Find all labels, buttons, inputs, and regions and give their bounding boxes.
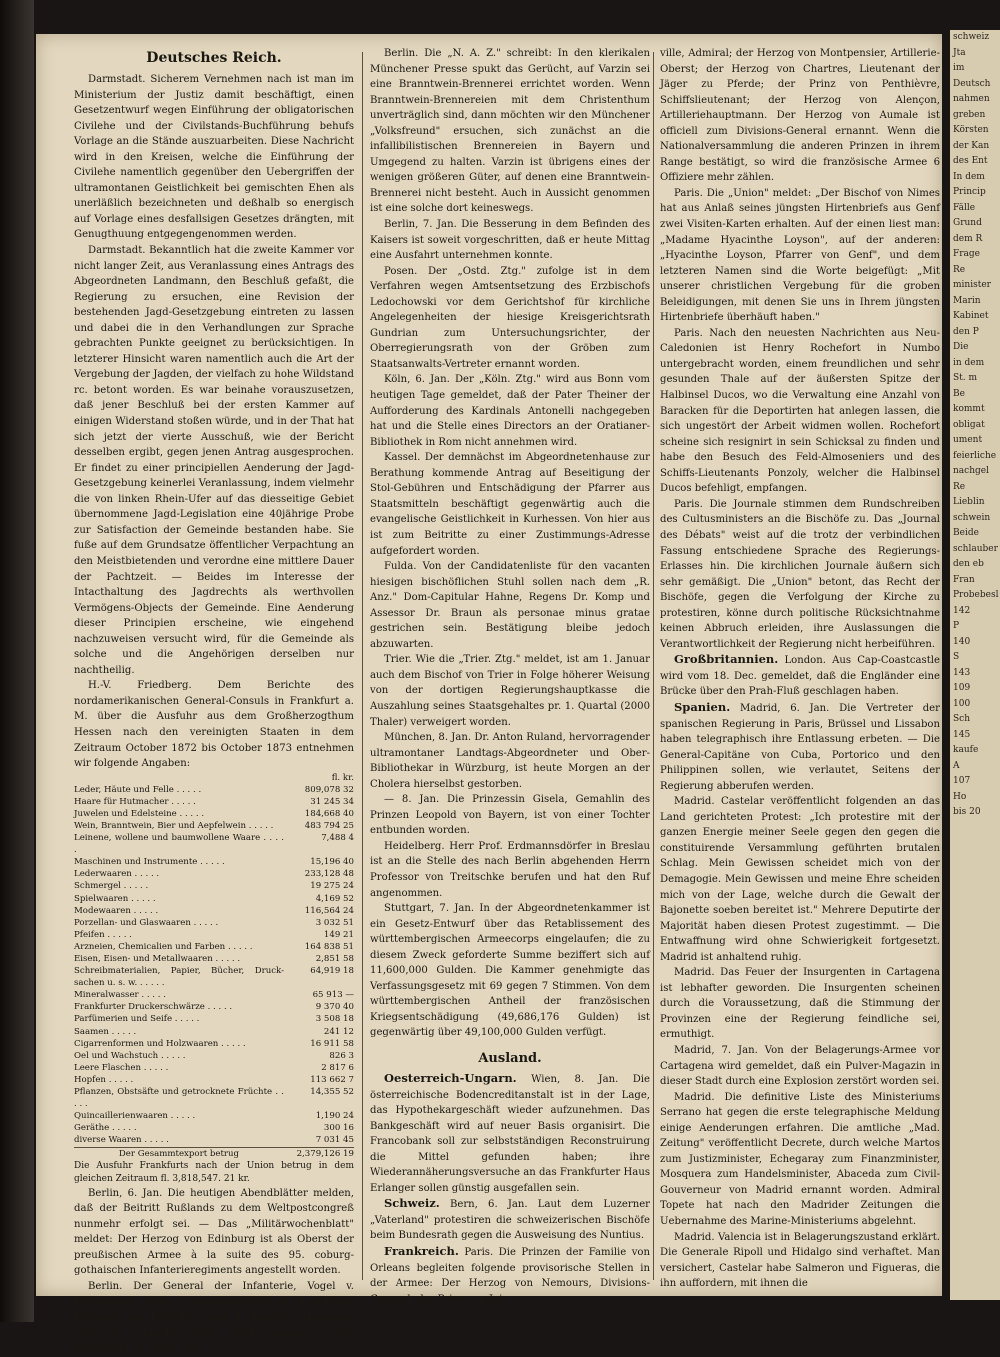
table-row <box>74 880 354 892</box>
table-cell-value: 15,196 40 <box>310 857 354 868</box>
table-cell-value: 3 508 18 <box>315 1014 354 1025</box>
adjacent-page-fragment: In dem <box>953 171 985 182</box>
table-cell-value: 164 838 51 <box>304 941 354 952</box>
adjacent-page-edge <box>950 30 1000 1300</box>
adjacent-page-fragment: schweiz <box>953 32 990 42</box>
table-row <box>74 1026 354 1038</box>
export-note: Die Ausfuhr Frankfurts nach der Union betrug in dem gleichen Zeitraum fl. 3,818,547. 21 kr. <box>74 1160 354 1184</box>
table-cell-item: Schreibmaterialien, Papier, Bücher, Druck-sachen u. s. w. . . . . . <box>74 966 284 989</box>
table-cell-value: 233,128 48 <box>304 869 354 880</box>
table-cell-value: 184,668 40 <box>304 808 354 819</box>
adjacent-page-fragment: schlauber <box>953 543 998 554</box>
adjacent-page-fragment: im <box>953 63 965 73</box>
table-cell-value: 4,169 52 <box>315 893 354 904</box>
adjacent-page-fragment: dem R <box>953 233 983 244</box>
table-row <box>74 868 354 880</box>
article-berlin-weltpost: Berlin, 6. Jan. Die heutigen Abendblätter melden, daß der Beitritt Rußlands zu dem Weltpostcongreß nunmehr erfolgt sei. — Das „Militärwochenblatt" meldet: Der Herzog von Edinburg ist als Oberst der preußischen Armee à la suite des 95. coburg-gothaischen Infanterieregiments angestellt worden. <box>74 1187 354 1277</box>
table-cell-item: Hopfen . . . . . <box>74 1074 134 1085</box>
adjacent-page-fragment: Fälle <box>953 202 976 213</box>
adjacent-page-fragment: 109 <box>953 683 971 693</box>
adjacent-page-fragment: Kabinet <box>953 311 989 321</box>
table-cell-value: 2 817 6 <box>321 1062 354 1073</box>
table-cell-item: Porzellan- und Glaswaaren . . . . . <box>74 917 219 928</box>
adjacent-page-fragment: Fran <box>953 574 975 585</box>
article-posen: Posen. Der „Ostd. Ztg." zufolge ist in dem Verfahren wegen Amtsentsetzung des Erzbischofs Ledochowski vor dem Gerichtshof für kirchliche Angelegenheiten der hiesige Kreisgerichtsrath Gundrian zum Untersuchungsrichter, der Oberregierungsrath von der Gröben zum Staatsanwalts-Vertreter ernannt worden. <box>370 265 650 370</box>
article-london: London. Aus Cap-Coastcastle wird vom 18. Dec. gemeldet, daß die Engländer eine Brücke über den Prah-Fluß geschlagen haben. <box>660 655 940 698</box>
table-row <box>74 784 354 796</box>
article-paris-rochefort: Paris. Nach den neuesten Nachrichten aus Neu-Caledonien ist Henry Rochefort in Numbo untergebracht worden, einem freundlichen und sehr gesunden Thale auf der äußersten Spitze der Halbinsel Ducos, wo die Verwaltung eine Anzahl von Baracken für die Deportirten hat anlegen lassen, die sich ungestört der Arbeit widmen wollen. Rochefort scheine sich resignirt in sein Schicksal zu finden und habe den Besuch des Feld-Almoseniers und des Schiffs-Lieutenants Ponzoly, welcher die Halbinsel Ducos befehligt, empfangen. <box>660 327 940 495</box>
table-row <box>74 1050 354 1062</box>
adjacent-page-fragment: Sch <box>953 714 971 724</box>
table-cell-value: 2,851 58 <box>315 954 354 965</box>
table-cell-value: 31 245 34 <box>310 796 354 807</box>
article-kassel: Kassel. Der demnächst im Abgeordnetenhause zur Berathung kommende Antrag auf Beseitigung der Stol-Gebühren und Entschädigung der Pfarrer aus Staatsmitteln beschäftigt gegenwärtig auch die evangelische Geistlichkeit in Kurhessen. Von hier aus ist zum Beitritte zu einer Zustimmungs-Adresse aufgefordert worden. <box>370 452 650 557</box>
table-cell-value: 149 21 <box>323 929 354 940</box>
adjacent-page-fragment: Probebesl <box>953 590 999 600</box>
table-row <box>74 856 354 868</box>
table-cell-value: 300 16 <box>323 1123 354 1134</box>
heading-frankreich: Frankreich. <box>384 1244 459 1259</box>
adjacent-page-fragment: A <box>953 760 960 771</box>
adjacent-page-fragment: Die <box>953 342 969 352</box>
table-cell-value: 16 911 58 <box>310 1038 354 1049</box>
table-header-row <box>74 772 354 784</box>
article-paris-journale: Paris. Die Journale stimmen dem Rundschreiben des Cultusministers an die Bischöfe zu. Das „Journal des Débats" weist auf die trotz der verbindlichen Fassung entschiedene Sprache des Regierungs-Erlasses hin. Die kirchlichen Journale äußern sich sehr gemäßigt. Die „Union" betont, das Recht der Bischöfe, gegen die Verfolgung der Kirche zu protestiren, könne durch politische Rücksichtnahme keinen Abbruch erleiden, ihre Auslassungen die Verantwortlichkeit der Regierung nicht herbeiführen. <box>660 498 940 650</box>
article-darmstadt-civilehe: Darmstadt. Sicherem Vernehmen nach ist man im Ministerium der Justiz damit beschäftigt, einen Gesetzentwurf wegen Einführung der obligatorischen Civilehe und der Civilstands-Buchführung behufs Vorlage an die Stände auszuarbeiten. Diese Nachricht wird in den Kreisen, welche die Einführung der Civilehe namentlich gegenüber den Uebergriffen der ultramontanen Geistlichkeit bei gemischten Ehen als unerläßlich bezeichneten und deßhalb so energisch auf Vorlage eines desfallsigen Gesetzes drängten, mit Genugthuung entgegengenommen werden. <box>74 74 354 241</box>
adjacent-page-fragment: 142 <box>953 605 971 616</box>
article-berlin-vogel: Berlin. Der General der Infanterie, Vogel v. Falckenstein, dessen Name besonders aus dem Main-Feldzuge von 1866 her noch in frischer Erinnerung lebt, ist nunmehr seines Alters wegen in den Ruhestand übergetreten. <box>74 1280 354 1355</box>
table-cell-value: 9 370 40 <box>315 1002 354 1013</box>
adjacent-page-fragment: nachgel <box>953 466 989 476</box>
adjacent-page-fragment: schwein <box>953 512 991 523</box>
adjacent-page-fragment: Re <box>953 264 966 275</box>
table-row <box>74 1001 354 1013</box>
table-total-value: 2,379,126 19 <box>284 1147 354 1160</box>
adjacent-page-fragment: P <box>953 621 960 631</box>
table-cell-item: Leder, Häute und Felle . . . . . <box>74 784 202 795</box>
table-cell-item: Arzneien, Chemicalien und Farben . . . . . <box>74 941 253 952</box>
table-row <box>74 893 354 905</box>
adjacent-page-fragment: Deutsch <box>953 78 991 89</box>
table-cell-item: Spielwaaren . . . . . <box>74 893 156 904</box>
adjacent-page-fragment: 143 <box>953 667 971 678</box>
article-paris-orleans: Paris. Die Prinzen der Familie von Orleans begleiten folgende provisorische Stellen in der Armee: Der Herzog von Nemours, Divisions-General; der Prinz von Join- <box>370 1247 650 1305</box>
table-total-label: Der Gesammtexport betrug <box>74 1147 284 1160</box>
article-berlin-kaiser: Berlin, 7. Jan. Die Besserung in dem Befinden des Kaisers ist soweit vorgeschritten, daß er heute Mittag eine Ausfahrt unternehmen konnte. <box>370 219 650 262</box>
table-cell-value: 65 913 — <box>312 990 354 1001</box>
adjacent-page-fragment: des Ent <box>953 156 988 166</box>
heading-schweiz: Schweiz. <box>384 1196 440 1211</box>
table-row <box>74 929 354 941</box>
table-cell-value: 1,190 24 <box>315 1111 354 1122</box>
article-berlin-branntwein: Berlin. Die „N. A. Z." schreibt: In den klerikalen Münchener Presse spukt das Gerücht, auf Varzin sei eine Branntwein-Brennerei errichtet worden. Wenn Branntwein-Brennereien mit dem Christenthum unverträglich sind, dann möchten wir den Münchener „Volksfreund" ersuchen, sich zunächst an die infallibilistischen Brennereien in Bayern und Umgegend zu halten. Varzin ist übrigens eines der wenigen größeren Güter, auf denen eine Branntwein-Brennerei nicht besteht. Auch in Aussicht genommen ist eine solche dort keineswegs. <box>370 48 650 215</box>
adjacent-page-fragment: kaufe <box>953 745 979 755</box>
table-row <box>74 989 354 1001</box>
adjacent-page-fragment: Frage <box>953 249 980 259</box>
adjacent-page-fragment: den P <box>953 326 979 337</box>
book-binding-edge <box>0 0 34 1322</box>
article-stuttgart: Stuttgart, 7. Jan. In der Abgeordnetenkammer ist ein Gesetz-Entwurf über das Retablissement des württembergischen Armeecorps eingelaufen; die zu diesem Zweck geforderte Summe beziffert sich auf 11,600,000 Gulden. Die Kammer genehmigte das Verfassungsgesetz mit 69 gegen 7 Stimmen. Von dem württembergischen Antheil der französischen Kriegsentschädigung (49,686,176 Gulden) ist gegenwärtig über 49,100,000 Gulden verfügt. <box>370 903 650 1039</box>
adjacent-page-fragment: feierliche <box>953 450 997 461</box>
adjacent-page-fragment: 140 <box>953 636 971 647</box>
heading-spanien: Spanien. <box>674 699 731 714</box>
column-left <box>74 46 354 1355</box>
adjacent-page-fragment: Ho <box>953 791 967 802</box>
table-cell-item: Modewaaren . . . . . <box>74 905 159 916</box>
table-cell-item: Frankfurter Druckerschwärze . . . . . <box>74 1002 233 1013</box>
table-row <box>74 1122 354 1134</box>
article-madrid-valencia: Madrid. Valencia ist in Belagerungszustand erklärt. Die Generale Ripoll und Hidalgo sind verhaftet. Man versichert, Castelar habe Salmeron und Figueras, die ihn auffordern, mit ihnen die <box>660 1231 940 1290</box>
article-wien: Wien, 8. Jan. Die österreichische Bodencreditanstalt ist in der Lage, das Hypothekargeschäft wieder aufzunehmen. Das Bankgeschäft wird auf neuer Basis organisirt. Die Francobank soll zur selbstständigen Reconstruirung die Mittel gefunden haben; ihre Wiederannäherungsversuche an das Frankfurter Haus Erlanger sollen günstig ausgefallen sein. <box>370 1074 650 1194</box>
article-paris-orleans-cont: ville, Admiral; der Herzog von Montpensier, Artillerie-Oberst; der Herzog von Chartres, Lieutenant der Jäger zu Pferde; der Prinz von Penthièvre, Schiffslieutenant; der Herzog von Alençon, Artilleriehauptmann. Der Herzog von Aumale ist officiell zum Divisions-General ernannt. Wenn die Nationalversammlung die anderen Prinzen in ihrem Range bestätigt, so wird die französische Armee 6 Offiziere mehr zählen. <box>660 48 940 184</box>
table-header-spacer <box>74 772 284 784</box>
table-cell-item: Cigarrenformen und Holzwaaren . . . . . <box>74 1038 246 1049</box>
table-cell-value: 64,919 18 <box>310 966 354 977</box>
article-darmstadt-jagd: Darmstadt. Bekanntlich hat die zweite Kammer vor nicht langer Zeit, aus Veranlassung eines Antrags des Abgeordneten Landmann, den Beschluß gefaßt, die Regierung zu ersuchen, eine Revision der bestehenden Jagd-Gesetzgebung eintreten zu lassen und dabei die in den Verhandlungen zur Sprache gebrachten Punkte geeignet zu berücksichtigen. In letzterer Hinsicht waren namentlich auch die Art der Vergebung der Jagden, der vielfach zu hohe Wildstand rc. betont worden. Es war beinahe vorauszusetzen, daß jener Beschluß bei der ersten Kammer auf einigen Widerstand stoßen würde, und in der That hat sich jetzt der vierte Ausschuß, wie der Bericht desselben ergibt, gegen jenen Antrag ausgesprochen. Er findet zu einer principiellen Aenderung der Jagd-Gesetzgebung keinerlei Veranlassung, indem vielmehr die von linken Rhein-Ufer auf das diesseitige Gebiet übernommene Jagd-Legislation eine 40jährige Probe zur Satisfaction der Gemeinde bestanden habe. Sie fuße auf dem Grundsatze öffentlicher Verpachtung an den Meistbietenden und verordne eine mittlere Dauer der Pachtzeit. — Beides im Interesse der Intacthaltung des Jagdrechts als werthvollen Vermögens-Objects der Gemeinde. Eine Aenderung dieser Principien erscheine, wie eingehend nachzuweisen versucht wird, für die Gemeinde als solche und die Angehörigen derselben nur nachtheilig. <box>74 245 354 676</box>
table-cell-value: 3 032 51 <box>315 917 354 928</box>
column-rule <box>362 52 363 1280</box>
adjacent-page-fragment: bis 20 <box>953 807 981 817</box>
article-trier: Trier. Wie die „Trier. Ztg." meldet, ist am 1. Januar auch dem Bischof von Trier in Folge höherer Weisung von der dortigen Regierungshauptkasse die Auszahlung seines Staatsgehaltes pr. 1. Quartal (2000 Thaler) verweigert worden. <box>370 654 650 728</box>
table-cell-item: Leere Flaschen . . . . . <box>74 1062 169 1073</box>
article-madrid-1: Madrid, 6. Jan. Die Vertreter der spanischen Regierung in Paris, Brüssel und Lissabon haben telegraphisch ihre Entlassung erbeten. — Die General-Capitäne von Cuba, Portorico und den Philippinen sollen, wie verlautet, Seitens der Regierung abberufen werden. <box>660 702 940 792</box>
table-cell-item: Juwelen und Edelsteine . . . . . <box>74 808 205 819</box>
table-cell-value: 809,078 32 <box>304 784 354 795</box>
table-row <box>74 1134 354 1147</box>
article-koeln: Köln, 6. Jan. Der „Köln. Ztg." wird aus Bonn vom heutigen Tage gemeldet, daß der Pater Theiner der Aufforderung des Kardinals Antonelli nachgegeben hat und die Stelle eines Directors an der Oratianer-Bibliothek in Rom nicht annehmen wird. <box>370 374 650 448</box>
adjacent-page-fragment: Marin <box>953 295 981 306</box>
table-row <box>74 1086 354 1110</box>
column-rule <box>653 52 654 1280</box>
table-row <box>74 832 354 856</box>
table-cell-item: Wein, Branntwein, Bier und Aepfelwein . . . . . <box>74 820 274 831</box>
article-madrid-ministerium: Madrid. Die definitive Liste des Ministeriums Serrano hat gegen die erste telegraphische Meldung einige Aenderungen erfahren. Die amtliche „Mad. Zeitung" veröffentlicht Decrete, durch welche Martos zum Justizminister, Echegaray zum Finanzminister, Mosquera zum Handelsminister, Abaceda zum Civil-Gouverneur von Madrid ernannt worden. Admiral Topete hat nach den Madrider Zeitungen die Uebernahme des Marine-Ministeriums abgelehnt. <box>660 1091 940 1228</box>
table-cell-item: Lederwaaren . . . . . <box>74 869 160 880</box>
table-cell-value: 113 662 7 <box>310 1074 354 1085</box>
article-madrid-cartagena: Madrid. Das Feuer der Insurgenten in Cartagena ist lebhafter geworden. Die Insurgenten scheinen durch die Voraussetzung, daß die Stimmung der Provinzen eine der Regierung feindliche sei, ermuthigt. <box>660 967 940 1041</box>
adjacent-page-fragment: 145 <box>953 729 971 740</box>
table-row <box>74 1110 354 1122</box>
article-madrid-castelar: Madrid. Castelar veröffentlicht folgenden an das Land gerichteten Protest: „Ich protestire mit der ganzen Energie meiner Seele gegen den gegen die constituirende Versammlung geführten brutalen Schlag. Mein Gewissen scheidet mich von der Demagogie. Mein Gewissen und meine Ehre scheiden mich von der Lage, welche durch die Gewalt der Bajonette soeben bereitet ist." Mehrere Deputirte der Majorität haben diesen Protest zugestimmt. — Die Entwaffnung wird ohne Schwierigkeit fortgesetzt. Madrid ist anhaltend ruhig. <box>660 796 940 963</box>
adjacent-page-fragment: obligat <box>953 419 985 430</box>
export-table <box>74 772 354 1160</box>
adjacent-page-fragment: Beide <box>953 528 979 538</box>
table-cell-value: 826 3 <box>329 1050 354 1061</box>
table-row <box>74 965 354 989</box>
table-row <box>74 808 354 820</box>
article-madrid-explosion: Madrid, 7. Jan. Von der Belagerungs-Armee vor Cartagena wird gemeldet, daß ein Pulver-Magazin in dieser Stadt durch eine Explosion zerstört worden sei. <box>660 1045 940 1088</box>
heading-oesterreich: Oesterreich-Ungarn. <box>384 1071 517 1085</box>
adjacent-page-fragment: Princip <box>953 187 986 197</box>
column-right <box>660 46 940 1290</box>
adjacent-page-fragment: greben <box>953 109 986 120</box>
table-cell-item: Oel und Wachstuch . . . . . <box>74 1050 186 1061</box>
table-cell-item: Leinene, wollene und baumwollene Waare . . . . . <box>74 833 284 856</box>
article-friedberg-export: H.-V. Friedberg. Dem Berichte des nordamerikanischen General-Consuls in Frankfurt a. M. über die Ausfuhr aus dem Großherzogthum Hessen nach den vereinigten Staaten in dem Zeitraum October 1872 bis October 1873 entnehmen wir folgende Angaben: <box>74 680 354 770</box>
article-muenchen-gisela: — 8. Jan. Die Prinzessin Gisela, Gemahlin des Prinzen Leopold von Bayern, ist von einer Tochter entbunden worden. <box>370 794 650 837</box>
table-cell-value: 116,564 24 <box>304 905 354 916</box>
adjacent-page-fragment: Lieblin <box>953 497 985 507</box>
table-cell-item: Saamen . . . . . <box>74 1026 137 1037</box>
table-cell-value: 19 275 24 <box>310 881 354 892</box>
article-bern: Bern, 6. Jan. Laut dem Luzerner „Vaterland" protestiren die schweizerischen Bischöfe beim Bundesrath gegen die Ausweisung des Nuntius. <box>370 1199 650 1242</box>
table-cell-item: Schmergel . . . . . <box>74 881 149 892</box>
table-total-row <box>74 1147 354 1160</box>
adjacent-page-fragment: Jta <box>953 47 966 58</box>
table-cell-item: Quincaillerienwaaren . . . . . <box>74 1111 196 1122</box>
adjacent-page-fragment: Be <box>953 388 965 399</box>
adjacent-page-fragment: ument <box>953 435 983 445</box>
article-heidelberg: Heidelberg. Herr Prof. Erdmannsdörfer in Breslau ist an die Stelle des nach Berlin abgehenden Herrn Professor von Treitschke berufen und hat den Ruf angenommen. <box>370 840 650 899</box>
table-row <box>74 1013 354 1025</box>
table-cell-item: Pfeifen . . . . . <box>74 929 132 940</box>
table-cell-value: 241 12 <box>323 1026 354 1037</box>
table-row <box>74 905 354 917</box>
table-header-units: fl. kr. <box>331 772 354 783</box>
adjacent-page-fragment: Re <box>953 481 966 492</box>
table-cell-item: Mineralwasser . . . . . <box>74 990 166 1001</box>
table-cell-item: Geräthe . . . . . <box>74 1123 137 1134</box>
table-cell-item: Haare für Hutmacher . . . . . <box>74 796 196 807</box>
adjacent-page-fragment: kommt <box>953 404 985 414</box>
adjacent-page-fragment: Grund <box>953 218 982 228</box>
table-row <box>74 796 354 808</box>
adjacent-page-fragment: minister <box>953 280 991 290</box>
column-middle <box>370 46 650 1305</box>
table-cell-item: diverse Waaren . . . . . <box>74 1135 169 1146</box>
table-row <box>74 953 354 965</box>
table-row <box>74 820 354 832</box>
adjacent-page-fragment: Körsten <box>953 125 989 135</box>
table-row <box>74 1062 354 1074</box>
adjacent-page-fragment: S <box>953 652 960 662</box>
adjacent-page-fragment: der Kan <box>953 140 990 151</box>
article-paris-nimes: Paris. Die „Union" meldet: „Der Bischof von Nimes hat aus Anlaß seines jüngsten Hirtenbriefs aus Genf zwei Visiten-Karten erhalten. Auf der einen liest man: „Madame Hyacinthe Loyson", auf der anderen: „Hyacinthe Loyson, Pfarrer von Genf", und dem letzteren Namen sind die Worte beigefügt: „Mit unserer christlichen Vergebung für die groben Beleidigungen, mit denen Sie uns in Ihrem jüngsten Hirtenbriefe überhäuft haben." <box>660 187 940 324</box>
table-row <box>74 941 354 953</box>
table-cell-item: Eisen, Eisen- und Metallwaaren . . . . . <box>74 954 241 965</box>
adjacent-page-fragment: St. m <box>953 373 978 383</box>
adjacent-page-fragment: nahmen <box>953 94 990 104</box>
table-cell-value: 7 031 45 <box>315 1135 354 1146</box>
adjacent-page-fragment: den eb <box>953 559 984 569</box>
table-cell-value: 14,355 52 <box>310 1087 354 1098</box>
article-muenchen-ruland: München, 8. Jan. Dr. Anton Ruland, hervorragender ultramontaner Landtags-Abgeordneter und Ober-Bibliothekar in Würzburg, ist heute Morgen an der Cholera hierselbst gestorben. <box>370 732 650 790</box>
section-heading-deutsches-reich: Deutsches Reich. <box>146 50 282 66</box>
table-row <box>74 1038 354 1050</box>
section-heading-ausland: Ausland. <box>478 1051 542 1066</box>
heading-grossbritannien: Großbritannien. <box>674 652 779 667</box>
adjacent-page-fragment: in dem <box>953 357 985 368</box>
adjacent-page-fragment: 107 <box>953 776 971 786</box>
table-row <box>74 1074 354 1086</box>
table-cell-value: 7,488 4 <box>321 833 354 844</box>
table-row <box>74 917 354 929</box>
table-cell-value: 483 794 25 <box>304 820 354 831</box>
table-cell-item: Parfümerien und Seife . . . . . <box>74 1014 200 1025</box>
table-cell-item: Pflanzen, Obstsäfte und getrocknete Früchte . . . . . <box>74 1087 284 1110</box>
article-fulda: Fulda. Von der Candidatenliste für den vacanten hiesigen bischöflichen Stuhl sollen nach dem „R. Anz." Dom-Capitular Hahne, Regens Dr. Komp und Assessor Dr. Braun als personae minus gratae gestrichen sein. Bestätigung bleibe jedoch abzuwarten. <box>370 561 650 650</box>
table-cell-item: Maschinen und Instrumente . . . . . <box>74 857 225 868</box>
newspaper-page <box>36 34 942 1355</box>
adjacent-page-fragment: 100 <box>953 698 971 709</box>
